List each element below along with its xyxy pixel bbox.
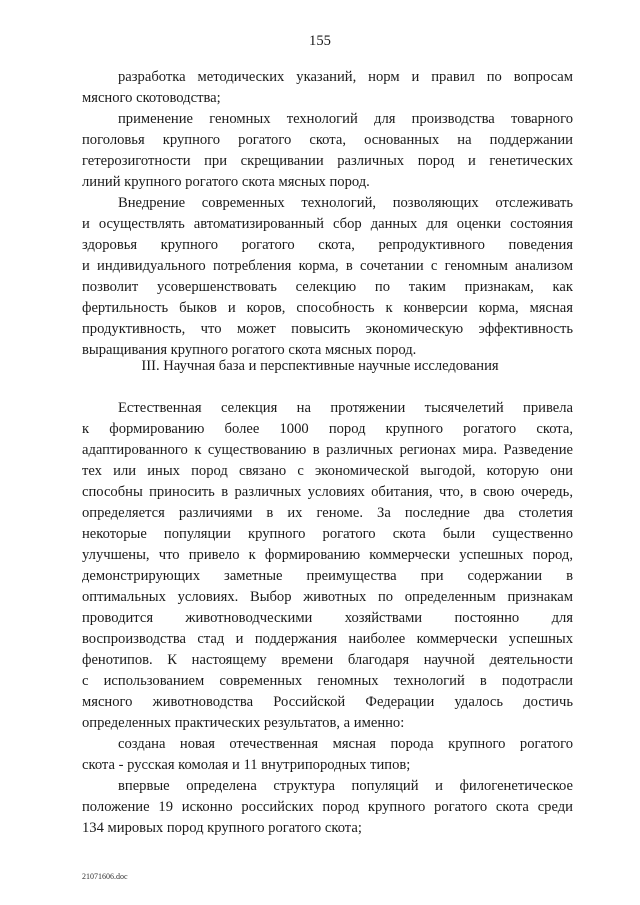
- text-line: фертильность быков и коров, способность к конверсии корма, мясная: [82, 300, 573, 316]
- text-line: Естественная селекция на протяжении тысячелетий привела: [118, 400, 573, 416]
- text-line: проводится животноводческими хозяйствами постоянно для: [82, 610, 573, 626]
- text-line: 134 мировых пород крупного рогатого скота;: [82, 820, 362, 836]
- text-line: улучшены, что привело к формированию коммерчески успешных пород,: [82, 547, 573, 563]
- text-line: создана новая отечественная мясная порода крупного рогатого: [118, 736, 573, 752]
- text-line: мясного скотоводства;: [82, 90, 221, 106]
- text-line: некоторые популяции крупного рогатого скота были существенно: [82, 526, 573, 542]
- text-line: тех или иных пород связано с экономической выгодой, которую они: [82, 463, 573, 479]
- text-line: скота - русская комолая и 11 внутрипородных типов;: [82, 757, 411, 773]
- text-line: способны приносить в различных условиях обитания, что, в свою очередь,: [82, 484, 573, 500]
- text-line: фенотипов. К настоящему времени благодаря научной деятельности: [82, 652, 573, 668]
- text-line: гетерозиготности при скрещивании различных пород и генетических: [82, 153, 573, 169]
- text-line: выращивания крупного рогатого скота мясных пород.: [82, 342, 417, 358]
- text-line: определяется различиями в их геноме. За последние два столетия: [82, 505, 573, 521]
- page-number: 155: [309, 33, 331, 49]
- text-line: впервые определена структура популяций и филогенетическое: [118, 778, 573, 794]
- text-line: демонстрирующих заметные преимущества при содержании в: [82, 568, 573, 584]
- text-line: определенных практических результатов, а именно:: [82, 715, 405, 731]
- text-line: продуктивность, что может повысить экономическую эффективность: [82, 321, 573, 337]
- text-line: мясного животноводства Российской Федерации удалось достичь: [82, 694, 573, 710]
- text-line: применение геномных технологий для производства товарного: [118, 111, 573, 127]
- text-line: поголовья крупного рогатого скота, основанных на поддержании: [82, 132, 573, 148]
- text-line: оптимальных условиях. Выбор животных по определенным признакам: [82, 589, 573, 605]
- text-line: Внедрение современных технологий, позволяющих отслеживать: [118, 195, 573, 211]
- text-line: адаптированного к существованию в различных регионах мира. Разведение: [82, 442, 573, 458]
- text-line: положение 19 исконно российских пород крупного рогатого скота среди: [82, 799, 573, 815]
- text-line: к формированию более 1000 пород крупного рогатого скота,: [82, 421, 573, 437]
- text-line: и индивидуального потребления корма, в сочетании с геномным анализом: [82, 258, 573, 274]
- text-line: и осуществлять автоматизированный сбор данных для оценки состояния: [82, 216, 573, 232]
- text-line: с использованием современных геномных технологий в подотрасли: [82, 673, 573, 689]
- document-reference: 21071606.doc: [82, 872, 128, 881]
- text-line: позволит усовершенствовать селекцию по таким признакам, как: [82, 279, 573, 295]
- text-line: разработка методических указаний, норм и правил по вопросам: [118, 69, 573, 85]
- text-line: линий крупного рогатого скота мясных пород.: [82, 174, 370, 190]
- text-line: здоровья крупного рогатого скота, репродуктивного поведения: [82, 237, 573, 253]
- text-line: воспроизводства стад и поддержания наиболее коммерчески успешных: [82, 631, 573, 647]
- section-heading: III. Научная база и перспективные научные исследования: [141, 358, 499, 374]
